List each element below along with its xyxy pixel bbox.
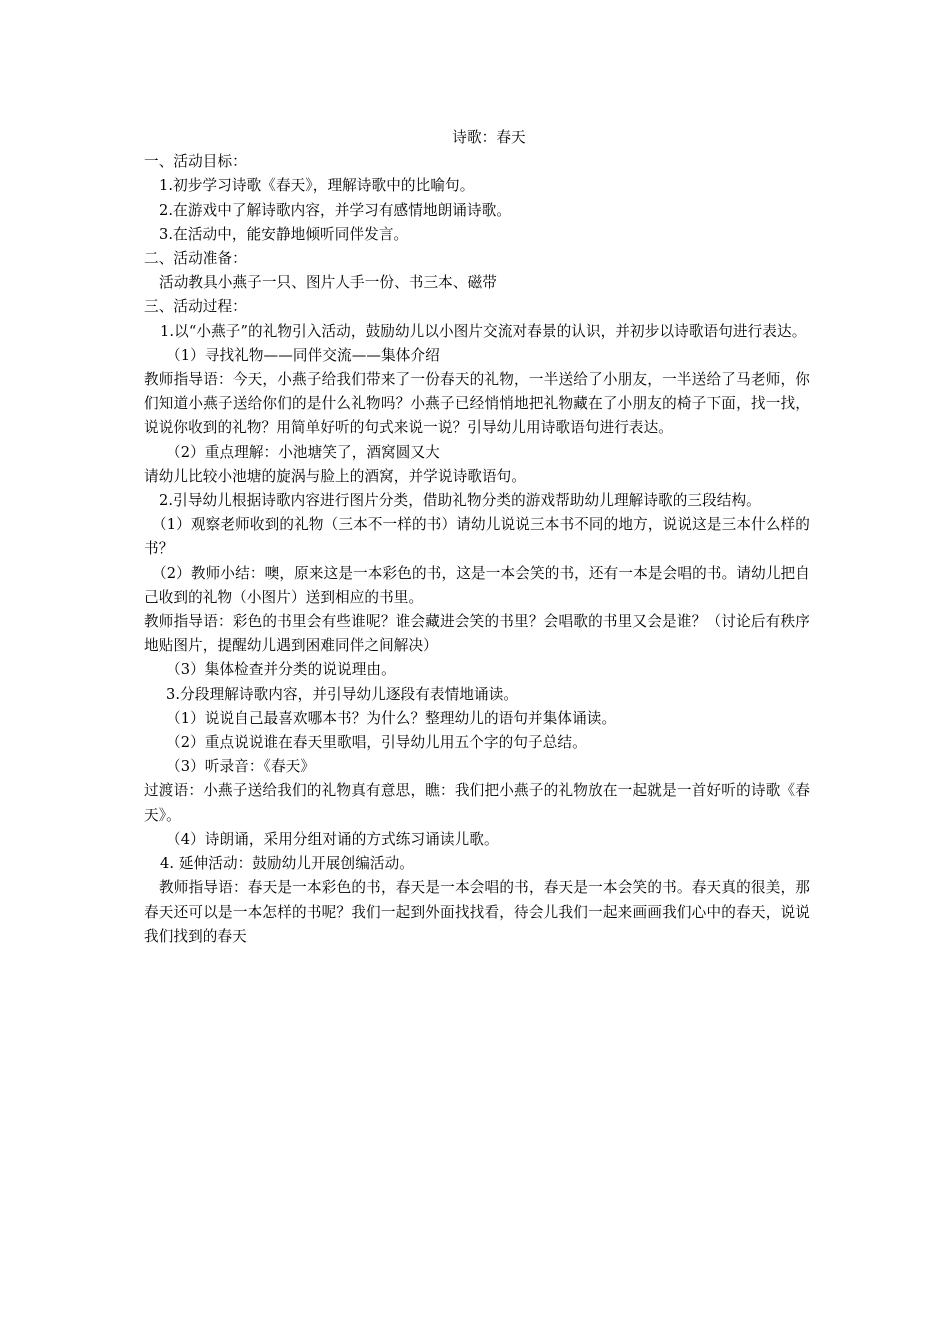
- section-heading-process: 三、活动过程：: [144, 298, 247, 316]
- goal-item: 3.在活动中，能安静地倾听同伴发言。: [159, 225, 409, 243]
- process-substep: （2）重点理解：小池塘笑了，酒窝圆又大: [166, 443, 440, 461]
- process-step: 1.以“小燕子”的礼物引入活动，鼓励幼儿以小图片交流对春景的认识，并初步以诗歌语句进行表达。: [160, 322, 807, 340]
- body-paragraph: 请幼儿比较小池塘的旋涡与脸上的酒窝，并学说诗歌语句。: [144, 467, 527, 485]
- section-heading-preparation: 二、活动准备：: [144, 250, 247, 268]
- goal-item: 1.初步学习诗歌《春天》，理解诗歌中的比喻句。: [159, 177, 475, 195]
- process-step: 4. 延伸活动：鼓励幼儿开展创编活动。: [160, 855, 414, 873]
- process-substep: （1）观察老师收到的礼物（三本不一样的书）请幼儿说说三本书不同的地方，说说这是三本什么样的书？: [144, 516, 810, 558]
- process-step: 2.引导幼儿根据诗歌内容进行图片分类，借助礼物分类的游戏帮助幼儿理解诗歌的三段结构。: [159, 492, 761, 510]
- document-body: [144, 126, 810, 949]
- process-substep: （2）重点说说谁在春天里歌唱，引导幼儿用五个字的句子总结。: [166, 734, 587, 752]
- process-substep: （4）诗朗诵，采用分组对诵的方式练习诵读儿歌。: [166, 830, 499, 848]
- process-substep: （1）说说自己最喜欢哪本书？为什么？整理幼儿的语句并集体诵读。: [166, 709, 617, 727]
- process-substep: （3）听录音：《春天》: [166, 758, 316, 776]
- teacher-guidance: 教师指导语：今天，小燕子给我们带来了一份春天的礼物，一半送给了小朋友，一半送给了马老师，你们知道小燕子送给你们的是什么礼物吗？小燕子已经悄悄地把礼物藏在了小朋友的椅子下面，找一找，说说你收到的礼物？用简单好听的句式来说一说？引导幼儿用诗歌语句进行表达。: [144, 371, 810, 437]
- goal-item: 2.在游戏中了解诗歌内容，并学习有感情地朗诵诗歌。: [159, 201, 512, 219]
- transition-text: 过渡语：小燕子送给我们的礼物真有意思，瞧：我们把小燕子的礼物放在一起就是一首好听的诗歌《春天》。: [144, 782, 810, 824]
- document-title: 诗歌：春天: [452, 129, 526, 146]
- section-heading-goals: 一、活动目标：: [144, 153, 247, 171]
- process-substep: （3）集体检查并分类的说说理由。: [166, 661, 396, 679]
- teacher-guidance: 教师指导语：彩色的书里会有些谁呢？谁会藏进会笑的书里？会唱歌的书里又会是谁？（讨论后有秩序地贴图片，提醒幼儿遇到困难同伴之间解决）: [144, 613, 810, 655]
- process-substep: （1）寻找礼物——同伴交流——集体介绍: [166, 346, 440, 364]
- process-substep: （2）教师小结：噢，原来这是一本彩色的书，这是一本会笑的书，还有一本是会唱的书。请幼儿把自己收到的礼物（小图片）送到相应的书里。: [144, 564, 810, 606]
- preparation-text: 活动教具小燕子一只、图片人手一份、书三本、磁带: [159, 274, 497, 292]
- process-step: 3.分段理解诗歌内容，并引导幼儿逐段有表情地诵读。: [166, 685, 519, 703]
- teacher-guidance: 教师指导语：春天是一本彩色的书，春天是一本会唱的书，春天是一本会笑的书。春天真的很美，那春天还可以是一本怎样的书呢？我们一起到外面找找看，待会儿我们一起来画画我们心中的春天，说说我们找到的春天: [144, 879, 810, 945]
